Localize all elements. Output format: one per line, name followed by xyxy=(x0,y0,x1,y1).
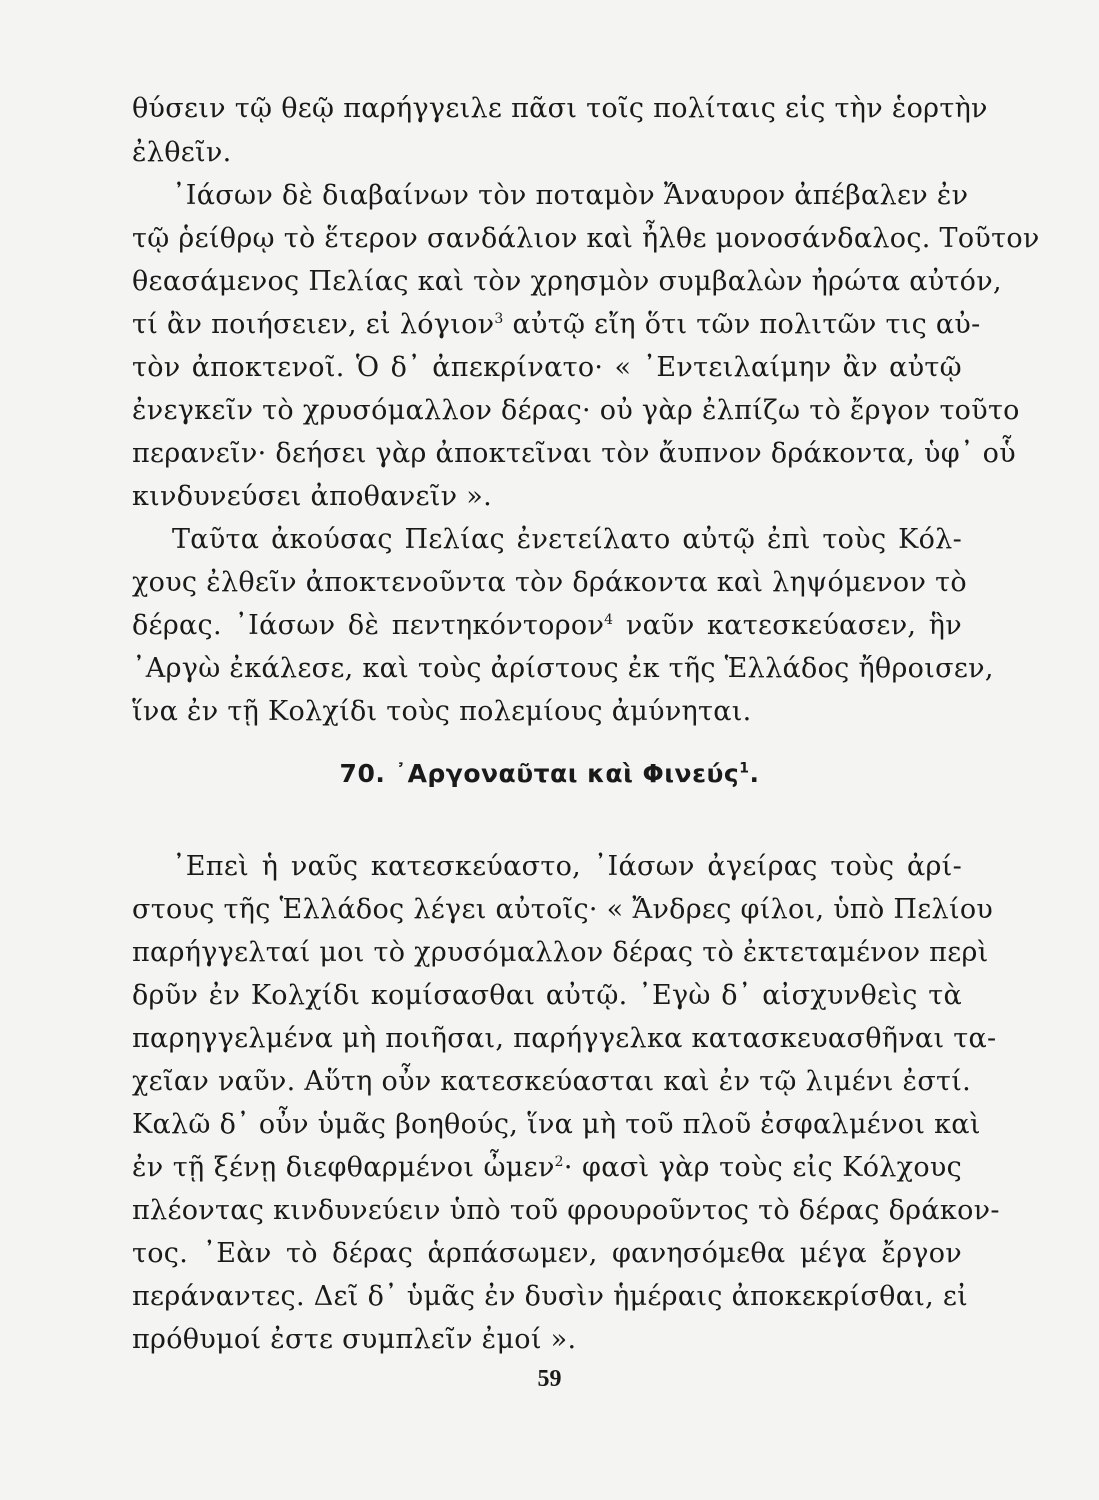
text-line: ἵνα ἐν τῇ Κολχίδι τοὺς πολεμίους ἀμύνηται. xyxy=(132,696,752,727)
text-fragment: · φασὶ γὰρ τοὺς εἰς Κόλχους xyxy=(563,1152,963,1183)
footnote-marker: 2 xyxy=(554,1154,564,1170)
text-line: ᾿Αργὼ ἐκάλεσε, καὶ τοὺς ἀρίστους ἐκ τῆς Ἑλλάδος ἤθροισεν, xyxy=(132,653,994,684)
text-line: Ταῦτα ἀκούσας Πελίας ἐνετείλατο αὐτῷ ἐπὶ τοὺς Κόλ- xyxy=(172,524,962,555)
page-number: 59 xyxy=(537,1366,562,1392)
text-line: δρῦν ἐν Κολχίδι κομίσασθαι αὐτῷ. ᾿Εγὼ δ᾿ αἰσχυνθεὶς τὰ xyxy=(132,980,962,1011)
section-heading xyxy=(0,756,1099,792)
text-line: ᾿Επεὶ ἡ ναῦς κατεσκεύαστο, ᾿Ιάσων ἀγείρας τοὺς ἀρί- xyxy=(172,851,962,882)
text-line: πρόθυμοί ἐστε συμπλεῖν ἐμοί ». xyxy=(132,1324,577,1355)
text-line: παρήγγελταί μοι τὸ χρυσόμαλλον δέρας τὸ ἐκτεταμένον περὶ xyxy=(132,937,989,968)
text-line xyxy=(132,307,981,343)
text-fragment: αὐτῷ εἴη ὅτι τῶν πολιτῶν τις αὐ- xyxy=(503,309,981,340)
text-line: ᾿Ιάσων δὲ διαβαίνων τὸν ποταμὸν Ἄναυρον ἀπέβαλεν ἐν xyxy=(172,180,969,211)
text-line: ἐνεγκεῖν τὸ χρυσόμαλλον δέρας· οὐ γὰρ ἐλπίζω τὸ ἔργον τοῦτο xyxy=(132,395,1020,426)
footnote-marker: 3 xyxy=(494,311,504,327)
text-fragment: ναῦν κατεσκεύασεν, ἣν xyxy=(613,610,962,641)
text-line: χεῖαν ναῦν. Αὕτη οὖν κατεσκεύασται καὶ ἐν τῷ λιμένι ἐστί. xyxy=(132,1066,972,1097)
text-line: τὸν ἀποκτενοῖ. Ὁ δ᾿ ἀπεκρίνατο· « ᾿Εντειλαίμην ἂν αὐτῷ xyxy=(132,352,962,383)
text-line: πλέοντας κινδυνεύειν ὑπὸ τοῦ φρουροῦντος τὸ δέρας δράκον- xyxy=(132,1195,1000,1226)
text-fragment: τί ἂν ποιήσειεν, εἰ λόγιον xyxy=(132,309,495,340)
text-line: Καλῶ δ᾿ οὖν ὑμᾶς βοηθούς, ἵνα μὴ τοῦ πλοῦ ἐσφαλμένοι καὶ xyxy=(132,1109,981,1140)
text-line: θύσειν τῷ θεῷ παρήγγειλε πᾶσι τοῖς πολίταις εἰς τὴν ἑορτὴν xyxy=(132,93,988,124)
text-line xyxy=(132,1150,962,1186)
section-title: ᾿Αργοναῦται καὶ Φινεύς xyxy=(394,759,740,788)
text-line xyxy=(132,608,962,644)
text-line: τος. ᾿Εὰν τὸ δέρας ἁρπάσωμεν, φανησόμεθα μέγα ἔργον xyxy=(132,1238,962,1269)
text-line: χους ἐλθεῖν ἀποκτενοῦντα τὸν δράκοντα καὶ ληψόμενον τὸ xyxy=(132,567,967,598)
text-fragment: δέρας. ᾿Ιάσων δὲ πεντηκόντορον xyxy=(132,610,605,641)
text-line: στους τῆς Ἑλλάδος λέγει αὐτοῖς· « Ἄνδρες φίλοι, ὑπὸ Πελίου xyxy=(132,894,994,925)
text-line: τῷ ῥείθρῳ τὸ ἕτερον σανδάλιον καὶ ἦλθε μονοσάνδαλος. Τοῦτον xyxy=(132,223,1040,254)
section-number: 70. xyxy=(339,759,386,788)
text-line: θεασάμενος Πελίας καὶ τὸν χρησμὸν συμβαλὼν ἠρώτα αὐτόν, xyxy=(132,266,1002,297)
text-line: ἐλθεῖν. xyxy=(132,137,232,168)
text-line: κινδυνεύσει ἀποθανεῖν ». xyxy=(132,481,492,512)
text-line: περάναντες. Δεῖ δ᾿ ὑμᾶς ἐν δυσὶν ἡμέραις ἀποκεκρίσθαι, εἰ xyxy=(132,1281,969,1312)
text-line: παρηγγελμένα μὴ ποιῆσαι, παρήγγελκα κατασκευασθῆναι τα- xyxy=(132,1023,997,1054)
footnote-marker: 1 xyxy=(739,760,750,777)
text-fragment: ἐν τῇ ξένῃ διεφθαρμένοι ὦμεν xyxy=(132,1152,555,1183)
footnote-marker: 4 xyxy=(604,612,614,628)
heading-end: . xyxy=(749,759,760,788)
text-line: περανεῖν· δεήσει γὰρ ἀποκτεῖναι τὸν ἄυπνον δράκοντα, ὑφ᾿ οὗ xyxy=(132,438,1016,469)
